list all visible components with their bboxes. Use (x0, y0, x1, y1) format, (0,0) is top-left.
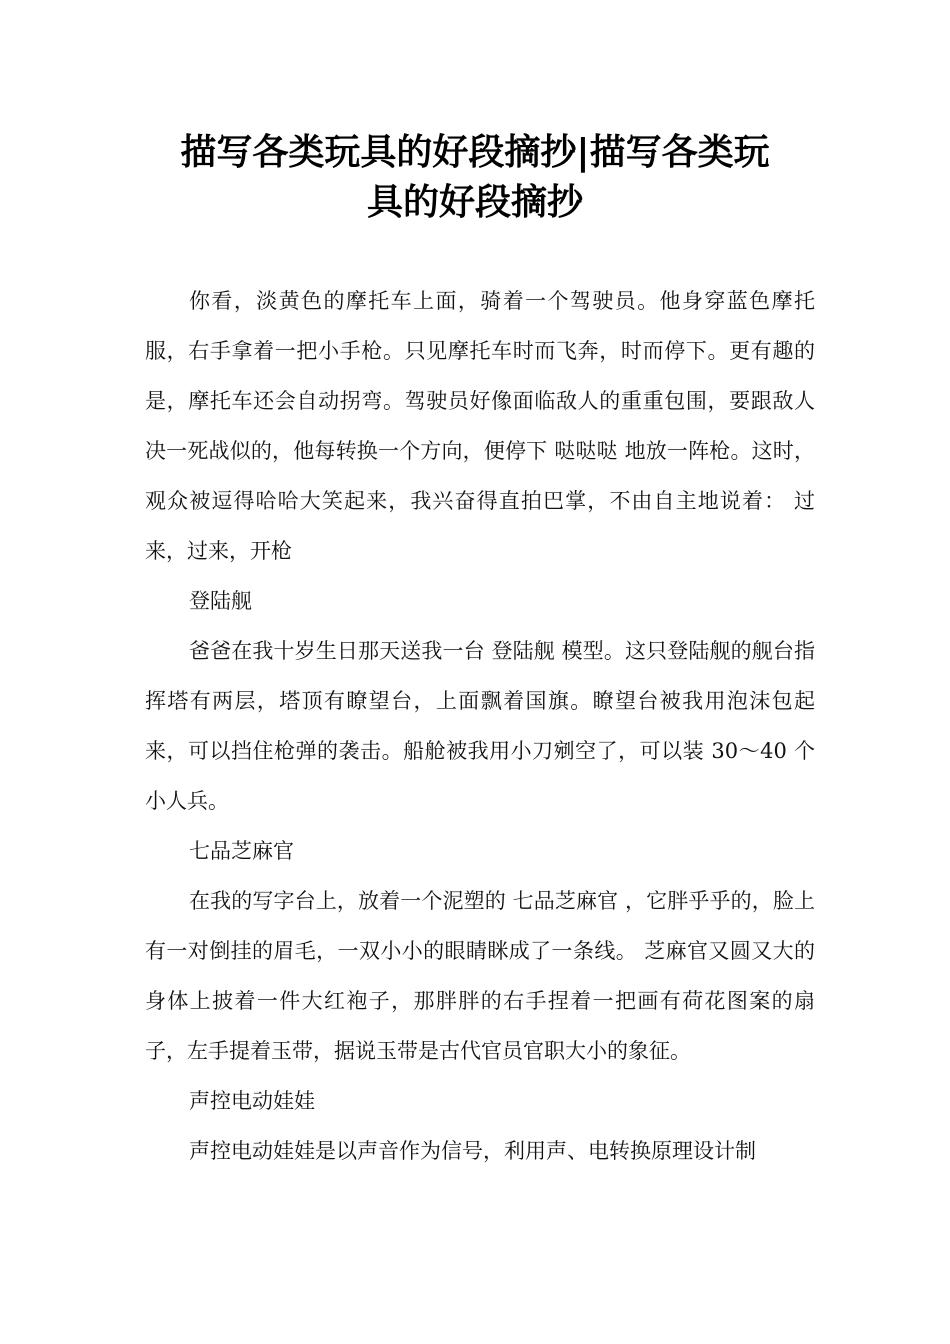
document-title (130, 128, 820, 228)
title-line-1: 描写各类玩具的好段摘抄|描写各类玩 (180, 132, 770, 173)
paragraph-sesame-official: 在我的写字台上，放着一个泥塑的 七品芝麻官 ，它胖乎乎的，脸上有一对倒挂的眉毛，一双小小的眼睛眯成了一条线。 芝麻官又圆又大的身体上披着一件大红袍子，那胖胖的右手捏着一把画有荷花图案的扇子，左手提着玉带，据说玉带是古代官员官职大小的象征。 (145, 889, 815, 1063)
document-body (145, 276, 815, 1176)
title-line-2: 具的好段摘抄 (366, 182, 583, 223)
paragraph-voice-doll: 声控电动娃娃是以声音作为信号，利用声、电转换原理设计制 (189, 1139, 756, 1163)
heading-voice-doll: 声控电动娃娃 (189, 1089, 315, 1113)
heading-sesame-official: 七品芝麻官 (189, 839, 294, 863)
paragraph-motorcycle: 你看，淡黄色的摩托车上面，骑着一个驾驶员。他身穿蓝色摩托服，右手拿着一把小手枪。只见摩托车时而飞奔，时而停下。更有趣的是，摩托车还会自动拐弯。驾驶员好像面临敌人的重重包围，要跟敌人决一死战似的，他每转换一个方向，便停下 哒哒哒 地放一阵枪。这时，观众被逗得哈哈大笑起来，我兴奋得直拍巴掌，不由自主地说着： 过来，过来，开枪 (145, 289, 815, 563)
heading-landing-ship: 登陆舰 (189, 589, 252, 613)
paragraph-landing-ship: 爸爸在我十岁生日那天送我一台 登陆舰 模型。这只登陆舰的舰台指挥塔有两层，塔顶有瞭望台，上面飘着国旗。瞭望台被我用泡沫包起来，可以挡住枪弹的袭击。船舱被我用小刀剜空了，可以装 30～40 个小人兵。 (145, 639, 815, 813)
